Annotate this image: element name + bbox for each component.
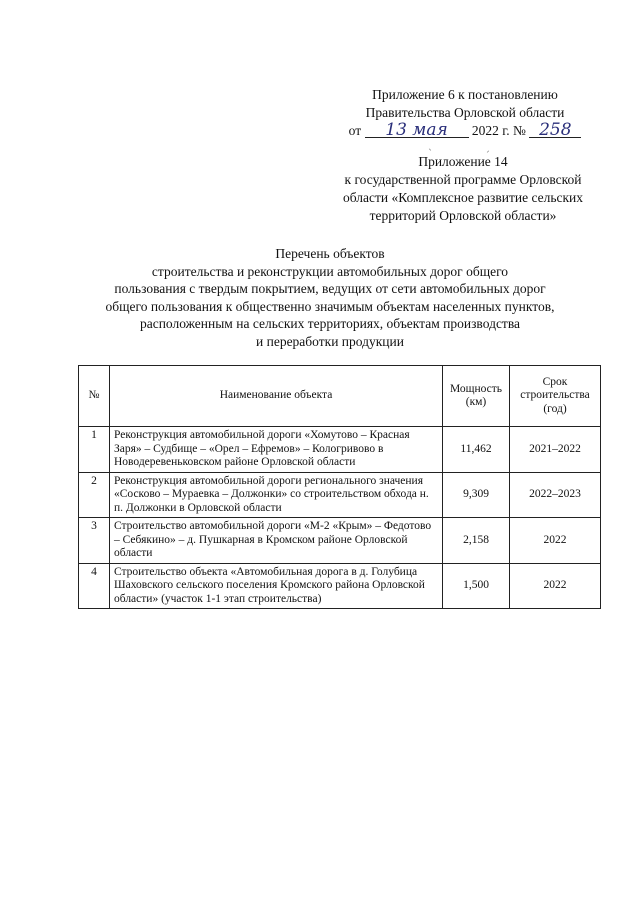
objects-table	[78, 365, 601, 609]
title-line3: пользования с твердым покрытием, ведущих от сети автомобильных дорог	[114, 281, 546, 296]
appendix-14-header	[318, 153, 608, 225]
title-line4: общего пользования к общественно значимым объектам населенных пунктов,	[105, 298, 555, 314]
document-title	[70, 245, 590, 350]
appendix-14-line2: к государственной программе Орловской	[344, 172, 582, 187]
appendix-6-line2: Правительства Орловской области	[365, 105, 565, 120]
appendix-14-line1: Приложение 14	[418, 154, 508, 169]
stamp-mark-2: ˏ	[485, 142, 490, 153]
row-name: Реконструкция автомобильной дороги «Хомутово – Красная Заря» – Судбище – «Орел – Ефремов» – Кологривово в Новодеревеньковском районе Орловской области	[110, 427, 443, 473]
row-no: 4	[79, 563, 110, 609]
row-no: 1	[79, 427, 110, 473]
title-line2: строительства и реконструкции автомобильных дорог общего	[151, 263, 509, 279]
row-name: Строительство объекта «Автомобильная дорога в д. Голубица Шаховского сельского поселения Кромского района Орловской области» (участок 1-1 этап строительства)	[110, 563, 443, 609]
row-capacity: 9,309	[443, 472, 510, 518]
title-line6: и переработки продукции	[256, 333, 404, 349]
table-row	[79, 472, 601, 518]
appendix-14-line3: области «Комплексное развитие сельских	[342, 190, 584, 205]
appendix-14-line4: территорий Орловской области»	[369, 208, 557, 223]
header-capacity: Мощность (км)	[443, 366, 510, 427]
row-capacity: 2,158	[443, 518, 510, 564]
title-line5: расположенным на сельских территориях, объектам производства	[139, 316, 521, 331]
row-period: 2022–2023	[510, 472, 601, 518]
header-no: №	[79, 366, 110, 427]
row-capacity: 11,462	[443, 427, 510, 473]
appendix-6-header	[340, 86, 590, 140]
row-period: 2022	[510, 518, 601, 564]
row-capacity: 1,500	[443, 563, 510, 609]
handwritten-date: 13 мая	[365, 123, 469, 138]
table-row	[79, 518, 601, 564]
row-name: Реконструкция автомобильной дороги регионального значения «Сосково – Мураевка – Должонки» со строительством обхода н. п. Должонки в Орловской области	[110, 472, 443, 518]
table-row	[79, 563, 601, 609]
row-no: 2	[79, 472, 110, 518]
handwritten-number: 258	[529, 123, 581, 138]
stamp-mark: ˎ	[428, 140, 433, 151]
header-period: Срок строительства (год)	[510, 366, 601, 427]
table-row	[79, 427, 601, 473]
row-period: 2021–2022	[510, 427, 601, 473]
table-header-row	[79, 366, 601, 427]
row-name: Строительство автомобильной дороги «М-2 «Крым» – Федотово – Себякино» – д. Пушкарная в Кромском районе Орловской области	[110, 518, 443, 564]
appendix-6-line1: Приложение 6 к постановлению	[372, 87, 558, 102]
decree-date-line	[340, 122, 590, 140]
header-name: Наименование объекта	[110, 366, 443, 427]
title-line1: Перечень объектов	[275, 246, 385, 261]
year-text: 2022 г. №	[471, 123, 526, 138]
row-period: 2022	[510, 563, 601, 609]
row-no: 3	[79, 518, 110, 564]
from-label: от	[348, 123, 362, 138]
